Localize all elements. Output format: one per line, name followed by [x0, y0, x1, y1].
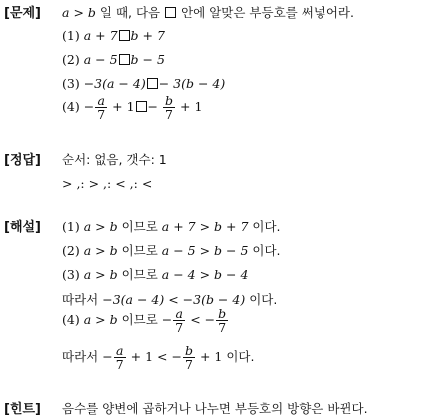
- item-number: (2): [62, 52, 80, 67]
- item-right-post: + 1: [180, 99, 203, 115]
- fraction-numerator: b: [218, 306, 227, 321]
- fraction: [216, 307, 228, 334]
- solution-label: [해설]: [4, 220, 41, 235]
- solution-line-3: [62, 265, 248, 283]
- fraction-numerator: b: [184, 343, 193, 358]
- var-b: b: [87, 5, 96, 20]
- fraction: [163, 94, 175, 121]
- item-left-post: + 1: [112, 99, 135, 115]
- blank-box-icon: [119, 30, 130, 41]
- blank-box-icon: [165, 7, 176, 18]
- blank-box-icon: [136, 101, 147, 112]
- right-post: + 1: [199, 349, 223, 365]
- solution-line-2: [62, 241, 281, 259]
- connector: 이므로: [121, 267, 158, 282]
- sign: −: [102, 349, 113, 365]
- fraction-denominator: 7: [218, 320, 227, 336]
- condition: a > b: [83, 312, 118, 328]
- intro-text: 일 때, 다음: [99, 5, 161, 20]
- solution-line-1: [62, 217, 281, 235]
- item-sign: −: [147, 99, 159, 115]
- result: a + 7 > b + 7: [161, 219, 249, 234]
- hint-label: [힌트]: [4, 402, 41, 417]
- operator: <: [190, 312, 201, 328]
- ending: 이다.: [249, 292, 278, 307]
- answer-label: [정답]: [4, 153, 41, 168]
- problem-item-4: [62, 94, 202, 121]
- result: a − 4 > b − 4: [161, 267, 249, 282]
- fraction-denominator: 7: [115, 357, 124, 373]
- condition: a > b: [83, 267, 118, 282]
- answer-line-1: 순서: 없음, 갯수: 1: [62, 152, 167, 167]
- connector: 이므로: [121, 219, 158, 234]
- item-left: a − 5: [83, 52, 118, 67]
- problem-intro: [62, 3, 354, 21]
- fraction: [183, 344, 195, 371]
- blank-box-icon: [119, 54, 130, 65]
- solution-line-3b: [62, 290, 277, 308]
- var-a: a: [62, 5, 70, 20]
- fraction: [114, 344, 126, 371]
- fraction: [95, 94, 107, 121]
- hint-text: 음수를 양변에 곱하거나 나누면 부등호의 방향은 바뀐다.: [62, 401, 368, 416]
- problem-item-2: [62, 52, 165, 67]
- item-left: −3(a − 4): [83, 76, 146, 91]
- item-right: b + 7: [130, 28, 165, 43]
- fraction: [173, 307, 185, 334]
- solution-line-4: [62, 307, 229, 334]
- fraction-numerator: a: [114, 344, 126, 358]
- problem-item-3: [62, 76, 225, 91]
- connector: 이므로: [121, 243, 158, 258]
- item-right: − 3(b − 4): [158, 76, 226, 91]
- fraction-denominator: 7: [175, 320, 184, 336]
- ending: 이다.: [252, 243, 281, 258]
- solution-line-4b: [62, 344, 254, 371]
- answer-line-2: > ,: > ,: < ,: <: [62, 176, 153, 191]
- ending: 이다.: [226, 349, 255, 365]
- result: −3(a − 4) < −3(b − 4): [102, 292, 246, 307]
- condition: a > b: [83, 243, 118, 258]
- connector: 따라서: [62, 349, 99, 365]
- fraction-denominator: 7: [185, 357, 193, 373]
- connector: 따라서: [62, 292, 99, 307]
- ending: 이다.: [252, 219, 281, 234]
- item-right: b − 5: [130, 52, 165, 67]
- sign: −: [171, 349, 182, 365]
- item-number: (1): [62, 219, 80, 234]
- fraction-numerator: a: [95, 94, 107, 108]
- item-sign: −: [83, 99, 95, 115]
- item-number: (4): [62, 312, 80, 328]
- item-number: (3): [62, 267, 80, 282]
- fraction-numerator: b: [165, 93, 174, 108]
- item-number: (4): [62, 99, 80, 115]
- condition: a > b: [83, 219, 118, 234]
- connector: 이므로: [121, 312, 158, 328]
- result: a − 5 > b − 5: [161, 243, 249, 258]
- item-number: (3): [62, 76, 80, 91]
- item-left: a + 7: [83, 28, 118, 43]
- left-post: + 1 <: [130, 349, 168, 365]
- intro-text-2: 안에 알맞은 부등호를 써넣어라.: [181, 5, 354, 20]
- fraction-denominator: 7: [97, 107, 106, 123]
- problem-item-1: [62, 28, 165, 43]
- item-number: (2): [62, 243, 80, 258]
- sign: −: [204, 312, 216, 328]
- item-number: (1): [62, 28, 80, 43]
- gt-symbol: >: [73, 5, 84, 20]
- problem-label: [문제]: [4, 6, 41, 21]
- blank-box-icon: [147, 78, 158, 89]
- fraction-numerator: a: [173, 307, 185, 321]
- sign: −: [161, 312, 173, 328]
- fraction-denominator: 7: [165, 107, 173, 123]
